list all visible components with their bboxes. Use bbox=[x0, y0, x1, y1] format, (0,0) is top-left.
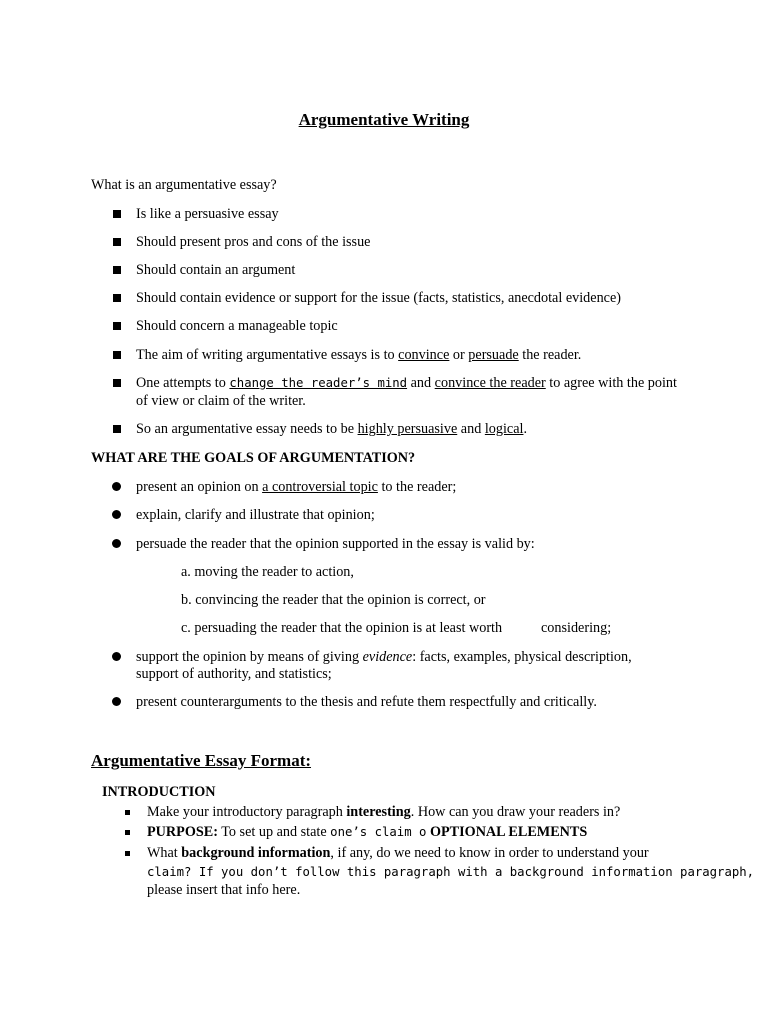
list-item: Should concern a manageable topic bbox=[136, 318, 338, 334]
square-bullet-icon bbox=[113, 238, 121, 246]
underlined-term: persuade bbox=[468, 347, 519, 363]
underlined-term: change the reader’s mind bbox=[229, 376, 408, 390]
small-square-bullet-icon bbox=[125, 830, 130, 835]
list-item: Should contain evidence or support for the issue (facts, statistics, anecdotal evidence) bbox=[136, 290, 621, 306]
item-text: support the opinion by means of giving bbox=[136, 649, 363, 665]
bold-term: PURPOSE: bbox=[147, 824, 218, 840]
list-item: present counterarguments to the thesis and refute them respectfully and critically. bbox=[136, 694, 597, 710]
item-text: . How can you draw your readers in? bbox=[410, 804, 621, 820]
sub-list-item: b. convincing the reader that the opinion is correct, or bbox=[181, 592, 486, 608]
bold-term: interesting bbox=[346, 804, 411, 820]
item-text: to agree with the point bbox=[545, 375, 677, 391]
square-bullet-icon bbox=[113, 294, 121, 302]
sub-list-item: c. persuading the reader that the opinion is at least worth bbox=[181, 620, 503, 636]
list-item-continuation: of view or claim of the writer. bbox=[136, 393, 306, 409]
underlined-term: convince bbox=[398, 347, 450, 363]
intro-heading: INTRODUCTION bbox=[102, 784, 216, 800]
list-item bbox=[147, 845, 649, 862]
bold-term: OPTIONAL ELEMENTS bbox=[426, 824, 588, 840]
list-item: Is like a persuasive essay bbox=[136, 206, 279, 222]
list-item: Should present pros and cons of the issue bbox=[136, 234, 371, 250]
round-bullet-icon bbox=[112, 652, 121, 661]
square-bullet-icon bbox=[113, 266, 121, 274]
underlined-term: convince the reader bbox=[434, 375, 546, 391]
round-bullet-icon bbox=[112, 482, 121, 491]
item-text: : facts, examples, physical description, bbox=[412, 649, 632, 665]
list-item bbox=[136, 421, 527, 438]
item-text: One attempts to bbox=[136, 375, 230, 391]
sub-list-item-end: considering; bbox=[541, 620, 612, 636]
item-text: or bbox=[449, 347, 469, 363]
format-heading: Argumentative Essay Format: bbox=[91, 751, 312, 770]
round-bullet-icon bbox=[112, 510, 121, 519]
item-text: The aim of writing argumentative essays is to bbox=[136, 347, 399, 363]
item-text: to the reader; bbox=[377, 479, 457, 495]
list-item: explain, clarify and illustrate that opinion; bbox=[136, 507, 375, 523]
item-text: What bbox=[147, 845, 182, 861]
square-bullet-icon bbox=[113, 425, 121, 433]
page-title: Argumentative Writing bbox=[298, 110, 470, 129]
list-item bbox=[136, 347, 581, 364]
underlined-term: highly persuasive bbox=[357, 421, 458, 437]
item-text: . bbox=[523, 421, 527, 437]
round-bullet-icon bbox=[112, 539, 121, 548]
question-text: What is an argumentative essay? bbox=[91, 177, 277, 193]
item-text: the reader. bbox=[518, 347, 582, 363]
list-item bbox=[147, 824, 587, 841]
list-item-continuation: support of authority, and statistics; bbox=[136, 666, 332, 682]
list-item: persuade the reader that the opinion supported in the essay is valid by: bbox=[136, 536, 535, 552]
item-text: So an argumentative essay needs to be bbox=[136, 421, 358, 437]
item-text: one’s claim o bbox=[330, 825, 427, 839]
square-bullet-icon bbox=[113, 351, 121, 359]
item-text: and bbox=[457, 421, 485, 437]
goals-heading: WHAT ARE THE GOALS OF ARGUMENTATION? bbox=[91, 450, 416, 466]
sub-list-item: a. moving the reader to action, bbox=[181, 564, 354, 580]
list-item-continuation: claim? If you don’t follow this paragraph with a background information paragraph, bbox=[147, 865, 755, 879]
square-bullet-icon bbox=[113, 210, 121, 218]
item-text: and bbox=[407, 375, 435, 391]
list-item-continuation: please insert that info here. bbox=[147, 882, 301, 898]
list-item bbox=[136, 375, 677, 392]
item-text: Make your introductory paragraph bbox=[147, 804, 347, 820]
item-text: , if any, do we need to know in order to understand your bbox=[330, 845, 649, 861]
small-square-bullet-icon bbox=[125, 810, 130, 815]
list-item bbox=[136, 479, 456, 496]
list-item: Should contain an argument bbox=[136, 262, 296, 278]
item-text: present an opinion on bbox=[136, 479, 263, 495]
list-item bbox=[136, 649, 632, 666]
square-bullet-icon bbox=[113, 322, 121, 330]
square-bullet-icon bbox=[113, 379, 121, 387]
item-text: To set up and state bbox=[217, 824, 331, 840]
round-bullet-icon bbox=[112, 697, 121, 706]
underlined-term: a controversial topic bbox=[262, 479, 378, 495]
italic-term: evidence bbox=[362, 649, 413, 665]
list-item bbox=[147, 804, 620, 821]
bold-term: background information bbox=[181, 845, 331, 861]
small-square-bullet-icon bbox=[125, 851, 130, 856]
underlined-term: logical bbox=[484, 421, 524, 437]
